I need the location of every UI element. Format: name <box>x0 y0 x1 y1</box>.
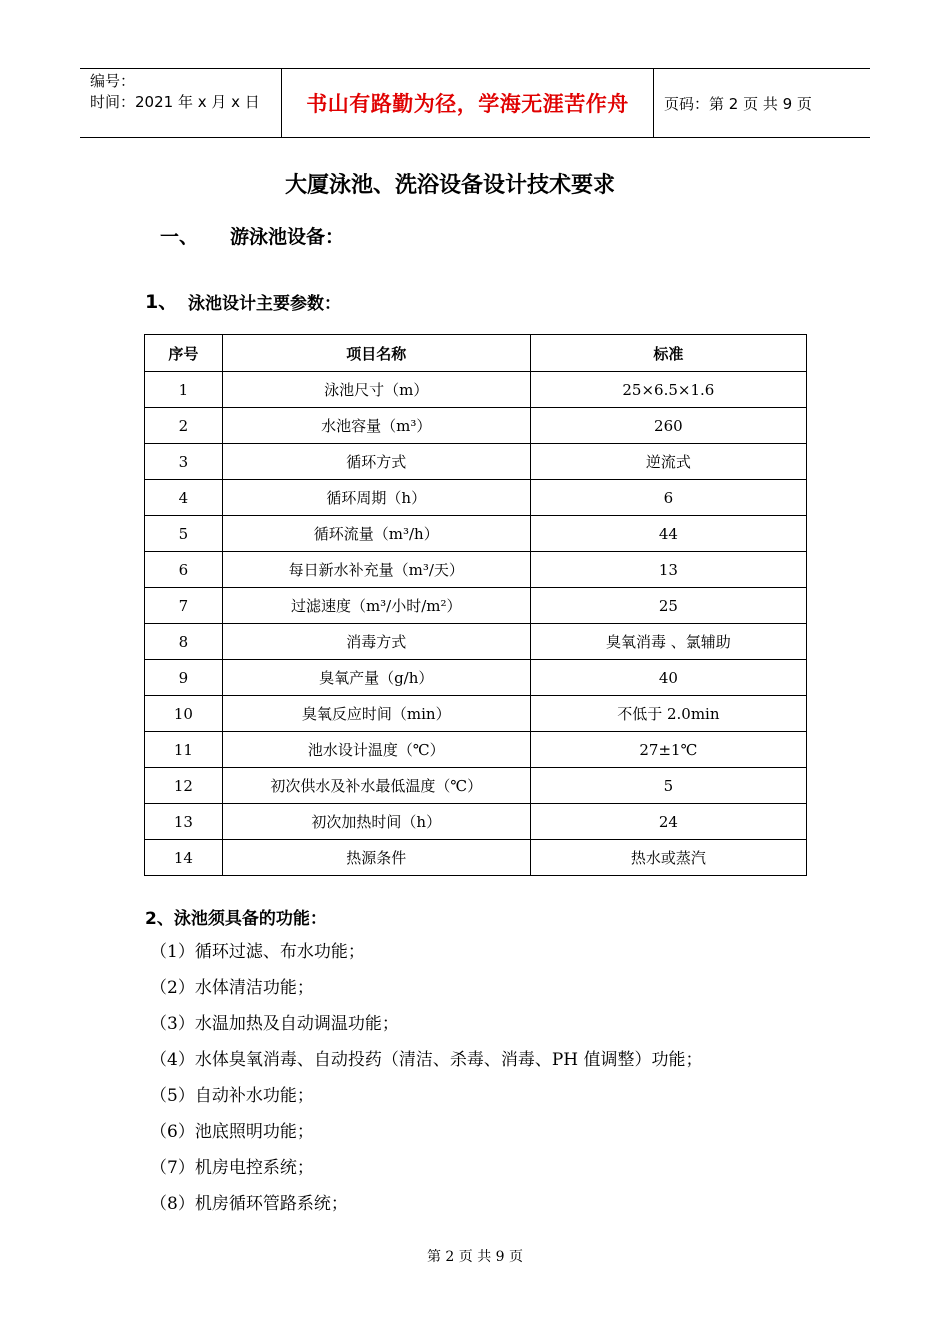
section1-heading: 游泳池设备： <box>230 226 345 248</box>
cell-index: 11 <box>145 732 223 768</box>
cell-item: 臭氧产量（g/h） <box>222 660 530 696</box>
table-row <box>145 444 807 480</box>
table-row <box>145 732 807 768</box>
cell-standard: 27±1℃ <box>530 732 806 768</box>
subsection1-heading: 泳池设计主要参数： <box>188 294 341 314</box>
cell-item: 消毒方式 <box>222 624 530 660</box>
time-label: 时间：2021 年 x 月 x 日 <box>90 93 260 111</box>
cell-index: 7 <box>145 588 223 624</box>
table-row <box>145 588 807 624</box>
table-row <box>145 660 807 696</box>
list-item: （3）水温加热及自动调温功能； <box>150 1014 399 1034</box>
cell-item: 热源条件 <box>222 840 530 876</box>
cell-standard: 热水或蒸汽 <box>530 840 806 876</box>
cell-standard: 6 <box>530 480 806 516</box>
cell-item: 循环周期（h） <box>222 480 530 516</box>
cell-index: 13 <box>145 804 223 840</box>
cell-index: 5 <box>145 516 223 552</box>
table-row <box>145 696 807 732</box>
table-row <box>145 552 807 588</box>
cell-item: 池水设计温度（℃） <box>222 732 530 768</box>
page-footer: 第 2 页 共 9 页 <box>426 1249 524 1265</box>
cell-index: 2 <box>145 408 223 444</box>
header-left-cell <box>80 69 282 137</box>
table-row <box>145 372 807 408</box>
column-header-standard: 标准 <box>530 335 806 372</box>
cell-index: 9 <box>145 660 223 696</box>
table-row <box>145 840 807 876</box>
cell-standard: 13 <box>530 552 806 588</box>
table-row <box>145 408 807 444</box>
cell-standard: 260 <box>530 408 806 444</box>
number-label: 编号： <box>90 72 136 90</box>
function-list <box>150 938 702 1226</box>
cell-index: 4 <box>145 480 223 516</box>
cell-standard: 40 <box>530 660 806 696</box>
cell-item: 循环流量（m³/h） <box>222 516 530 552</box>
cell-standard: 25 <box>530 588 806 624</box>
subsection2-heading: 2、泳池须具备的功能： <box>145 909 327 929</box>
column-header-index: 序号 <box>145 335 223 372</box>
header-motto: 书山有路勤为径，学海无涯苦作舟 <box>282 69 654 137</box>
list-item: （7）机房电控系统； <box>150 1158 314 1178</box>
cell-item: 水池容量（m³） <box>222 408 530 444</box>
cell-index: 1 <box>145 372 223 408</box>
cell-standard: 5 <box>530 768 806 804</box>
subsection1-number: 1、 <box>145 291 178 313</box>
cell-index: 12 <box>145 768 223 804</box>
cell-standard: 25×6.5×1.6 <box>530 372 806 408</box>
list-item: （8）机房循环管路系统； <box>150 1194 348 1214</box>
cell-item: 初次供水及补水最低温度（℃） <box>222 768 530 804</box>
cell-item: 每日新水补充量（m³/天） <box>222 552 530 588</box>
list-item: （4）水体臭氧消毒、自动投药（清洁、杀毒、消毒、PH 值调整）功能； <box>150 1050 703 1070</box>
cell-item: 初次加热时间（h） <box>222 804 530 840</box>
table-row <box>145 624 807 660</box>
cell-index: 14 <box>145 840 223 876</box>
table-row <box>145 480 807 516</box>
cell-standard: 24 <box>530 804 806 840</box>
list-item: （2）水体清洁功能； <box>150 978 314 998</box>
cell-index: 10 <box>145 696 223 732</box>
cell-standard: 臭氧消毒 、氯辅助 <box>530 624 806 660</box>
section1-number: 一、 <box>160 226 199 248</box>
cell-item: 循环方式 <box>222 444 530 480</box>
cell-standard: 不低于 2.0min <box>530 696 806 732</box>
cell-item: 臭氧反应时间（min） <box>222 696 530 732</box>
table-row <box>145 516 807 552</box>
cell-index: 8 <box>145 624 223 660</box>
table-row <box>145 768 807 804</box>
cell-standard: 44 <box>530 516 806 552</box>
cell-item: 过滤速度（m³/小时/m²） <box>222 588 530 624</box>
document-title: 大厦泳池、洗浴设备设计技术要求 <box>284 173 615 198</box>
column-header-item: 项目名称 <box>222 335 530 372</box>
cell-standard: 逆流式 <box>530 444 806 480</box>
cell-index: 3 <box>145 444 223 480</box>
cell-index: 6 <box>145 552 223 588</box>
list-item: （5）自动补水功能； <box>150 1086 314 1106</box>
table-row <box>145 804 807 840</box>
header-page-info: 页码：第 2 页 共 9 页 <box>664 94 812 113</box>
parameters-table <box>144 334 807 876</box>
page-header <box>80 68 870 138</box>
cell-item: 泳池尺寸（m） <box>222 372 530 408</box>
list-item: （6）池底照明功能； <box>150 1122 314 1142</box>
list-item: （1）循环过滤、布水功能； <box>150 942 365 962</box>
table-header-row <box>145 335 807 372</box>
